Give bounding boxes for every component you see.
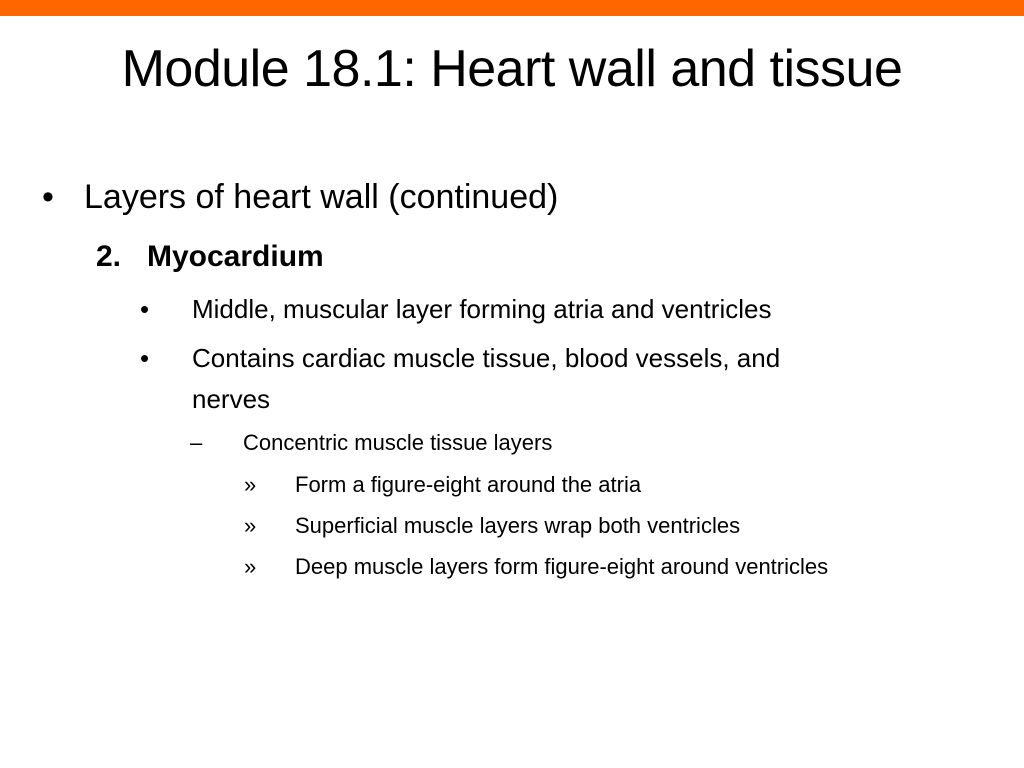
guillemet-marker: » xyxy=(244,472,257,497)
bullet-marker: • xyxy=(42,178,54,216)
sub-item-text: Deep muscle layers form figure-eight around ventricles xyxy=(295,554,829,579)
dash-text: Concentric muscle tissue layers xyxy=(243,430,553,455)
bullet-text: Layers of heart wall (continued) xyxy=(84,178,559,216)
slide-title: Module 18.1: Heart wall and tissue xyxy=(121,40,903,98)
dash-marker: – xyxy=(190,430,203,455)
bullet-text: Middle, muscular layer forming atria and ventricles xyxy=(192,294,772,324)
bullet-marker: • xyxy=(140,343,150,373)
sub-item-text: Form a figure-eight around the atria xyxy=(295,472,642,497)
guillemet-marker: » xyxy=(244,554,257,579)
guillemet-marker: » xyxy=(244,513,257,538)
sub-item-text: Superficial muscle layers wrap both ventricles xyxy=(295,513,741,538)
bullet-marker: • xyxy=(140,294,150,324)
number-marker: 2. xyxy=(96,240,122,273)
bullet-text-line1: Contains cardiac muscle tissue, blood vessels, and xyxy=(192,343,781,373)
numbered-item-text: Myocardium xyxy=(147,240,324,273)
bullet-text-line2: nerves xyxy=(192,384,271,414)
